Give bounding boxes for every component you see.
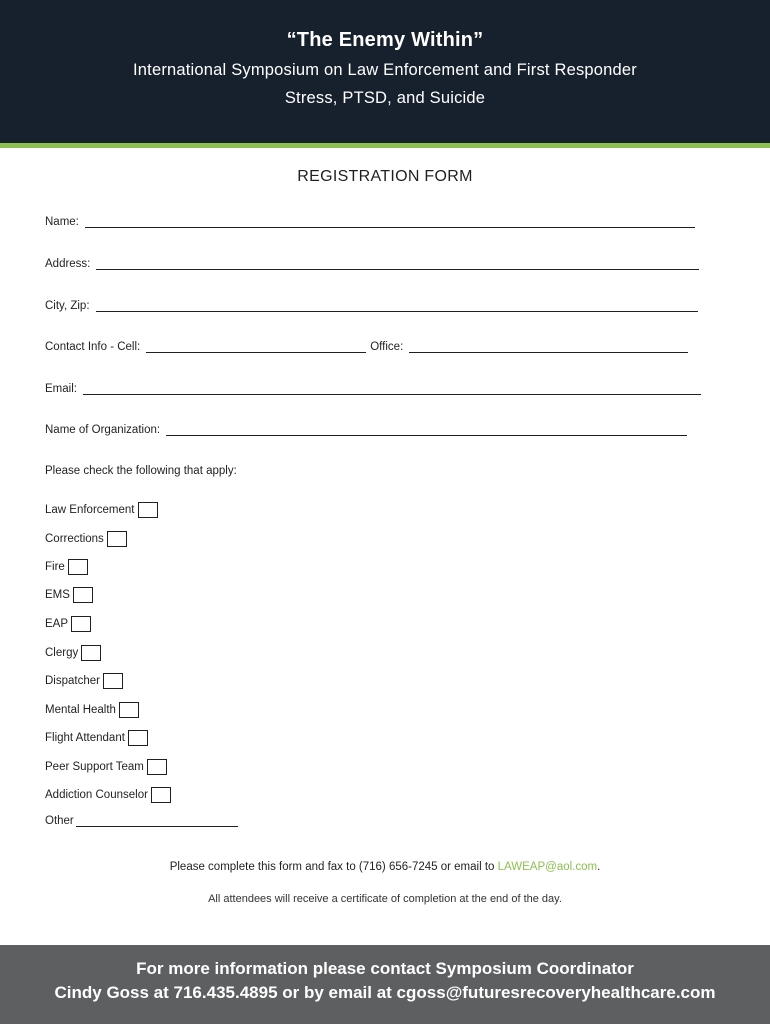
contact-field bbox=[45, 341, 688, 353]
checkbox-item-corrections bbox=[45, 529, 127, 545]
footer-line2: Cindy Goss at 716.435.4895 or by email at cgoss@futuresrecoveryhealthcare.com bbox=[54, 983, 716, 1002]
checkbox-item-peer-support-team bbox=[45, 757, 167, 773]
email-link[interactable]: LAWEAP@aol.com bbox=[497, 861, 598, 873]
email-field bbox=[45, 383, 701, 395]
checkbox[interactable] bbox=[81, 645, 101, 661]
event-subtitle-line2: Stress, PTSD, and Suicide bbox=[284, 89, 486, 107]
checkbox-label: Dispatcher bbox=[45, 675, 100, 687]
checkbox-label: EAP bbox=[45, 618, 69, 630]
checkbox-item-ems bbox=[45, 585, 93, 601]
checkbox-item-clergy bbox=[45, 643, 101, 659]
fax-text-end: . bbox=[597, 861, 601, 873]
accent-divider bbox=[0, 143, 770, 148]
checkbox[interactable] bbox=[119, 702, 139, 718]
address-input-line[interactable] bbox=[96, 258, 699, 270]
checkbox-label: Flight Attendant bbox=[45, 732, 125, 744]
form-title: REGISTRATION FORM bbox=[297, 168, 473, 185]
checkbox-label: Addiction Counselor bbox=[45, 789, 148, 801]
cell-input-line[interactable] bbox=[146, 341, 366, 353]
checkbox-label: Corrections bbox=[45, 533, 104, 545]
organization-field bbox=[45, 424, 687, 436]
other-input-line[interactable] bbox=[76, 814, 238, 827]
checkbox-label: Fire bbox=[45, 561, 65, 573]
checkbox-item-law-enforcement bbox=[45, 500, 158, 516]
city-zip-field bbox=[45, 300, 698, 312]
event-title: “The Enemy Within” bbox=[286, 29, 484, 51]
email-input-line[interactable] bbox=[83, 383, 701, 395]
checkbox-label: Law Enforcement bbox=[45, 504, 135, 516]
organization-label: Name of Organization: bbox=[45, 424, 161, 436]
checkbox-label: Peer Support Team bbox=[45, 761, 144, 773]
checkbox-item-dispatcher bbox=[45, 671, 123, 687]
checkbox[interactable] bbox=[73, 587, 93, 603]
city-zip-input-line[interactable] bbox=[96, 300, 698, 312]
fax-text: Please complete this form and fax to (716) 656-7245 or email to bbox=[169, 861, 498, 873]
certificate-note: All attendees will receive a certificate of completion at the end of the day. bbox=[208, 893, 562, 905]
checkbox[interactable] bbox=[71, 616, 91, 632]
other-label: Other bbox=[45, 815, 74, 827]
cell-label: Contact Info - Cell: bbox=[45, 341, 141, 353]
checkbox[interactable] bbox=[68, 559, 88, 575]
other-field bbox=[45, 814, 238, 827]
checkbox-label: EMS bbox=[45, 589, 70, 601]
checkbox[interactable] bbox=[147, 759, 167, 775]
email-label: Email: bbox=[45, 383, 77, 395]
organization-input-line[interactable] bbox=[166, 424, 687, 436]
city-zip-label: City, Zip: bbox=[45, 300, 90, 312]
name-label: Name: bbox=[45, 216, 79, 228]
checkbox[interactable] bbox=[128, 730, 148, 746]
checkbox-label: Clergy bbox=[45, 647, 79, 659]
name-field bbox=[45, 216, 695, 228]
submission-instructions bbox=[0, 861, 770, 873]
footer-line1: For more information please contact Symposium Coordinator bbox=[136, 959, 634, 978]
name-input-line[interactable] bbox=[85, 216, 695, 228]
checkbox[interactable] bbox=[107, 531, 127, 547]
checkbox-item-fire bbox=[45, 557, 88, 573]
address-field bbox=[45, 258, 699, 270]
checkbox-item-eap bbox=[45, 614, 91, 630]
header-banner bbox=[0, 0, 770, 143]
check-prompt: Please check the following that apply: bbox=[45, 465, 237, 477]
office-input-line[interactable] bbox=[409, 341, 688, 353]
footer-banner bbox=[0, 945, 770, 1024]
office-label: Office: bbox=[370, 341, 404, 353]
event-subtitle-line1: International Symposium on Law Enforcement and First Responder bbox=[133, 61, 637, 79]
checkbox[interactable] bbox=[103, 673, 123, 689]
checkbox-item-flight-attendant bbox=[45, 728, 148, 744]
checkbox[interactable] bbox=[151, 787, 171, 803]
address-label: Address: bbox=[45, 258, 91, 270]
checkbox-item-addiction-counselor bbox=[45, 785, 171, 801]
checkbox[interactable] bbox=[138, 502, 158, 518]
checkbox-label: Mental Health bbox=[45, 704, 116, 716]
checkbox-item-mental-health bbox=[45, 700, 139, 716]
